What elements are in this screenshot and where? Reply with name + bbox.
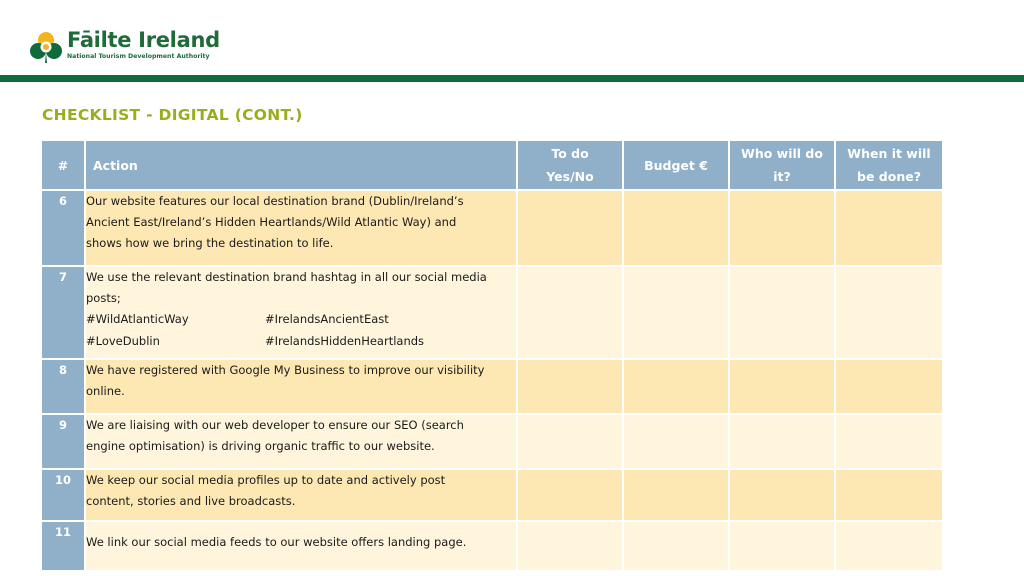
column-header-action: Action	[85, 140, 517, 190]
hashtag: #LoveDublin	[86, 333, 160, 348]
when-cell[interactable]	[835, 266, 943, 359]
column-header-who-line2: it?	[773, 169, 791, 184]
row-number: 10	[41, 469, 85, 521]
action-line: engine optimisation) is driving organic traffic to our website.	[86, 439, 435, 454]
header-divider	[0, 75, 1024, 82]
column-header-todo	[517, 140, 623, 190]
action-line: We link our social media feeds to our website offers landing page.	[86, 535, 467, 549]
row-number: 8	[41, 359, 85, 414]
who-cell[interactable]	[729, 359, 835, 414]
when-cell[interactable]	[835, 469, 943, 521]
action-line: online.	[86, 384, 125, 399]
budget-cell[interactable]	[623, 414, 729, 469]
action-line: Ancient East/Ireland’s Hidden Heartlands/Wild Atlantic Way) and	[86, 215, 457, 230]
when-cell[interactable]	[835, 521, 943, 571]
table-row	[41, 414, 943, 469]
action-line: We keep our social media profiles up to date and actively post	[86, 473, 446, 487]
budget-cell[interactable]	[623, 190, 729, 266]
action-text	[85, 414, 517, 469]
checklist-table	[40, 139, 944, 572]
action-line: We use the relevant destination brand hashtag in all our social media	[86, 270, 487, 284]
row-number: 9	[41, 414, 85, 469]
table-row	[41, 469, 943, 521]
column-header-todo-line1: To do	[551, 146, 589, 161]
column-header-when	[835, 140, 943, 190]
table-header-row	[41, 140, 943, 190]
who-cell[interactable]	[729, 190, 835, 266]
who-cell[interactable]	[729, 521, 835, 571]
table-row	[41, 266, 943, 359]
todo-cell[interactable]	[517, 469, 623, 521]
action-line: We are liaising with our web developer to ensure our SEO (search	[86, 418, 464, 432]
who-cell[interactable]	[729, 469, 835, 521]
hashtag: #WildAtlanticWay	[86, 312, 189, 327]
budget-cell[interactable]	[623, 521, 729, 571]
table-row	[41, 359, 943, 414]
action-line: We have registered with Google My Business to improve our visibility	[86, 363, 485, 377]
table-row	[41, 521, 943, 571]
column-header-who	[729, 140, 835, 190]
action-text	[85, 469, 517, 521]
when-cell[interactable]	[835, 414, 943, 469]
who-cell[interactable]	[729, 266, 835, 359]
action-text	[85, 521, 517, 571]
todo-cell[interactable]	[517, 521, 623, 571]
brand-tagline: National Tourism Development Authority	[67, 53, 210, 60]
row-number: 6	[41, 190, 85, 266]
row-number: 7	[41, 266, 85, 359]
action-text	[85, 266, 517, 359]
hashtag: #IrelandsHiddenHeartlands	[265, 333, 425, 348]
column-header-number: #	[41, 140, 85, 190]
budget-cell[interactable]	[623, 469, 729, 521]
action-line: Our website features our local destination brand (Dublin/Ireland’s	[86, 194, 464, 208]
column-header-when-line2: be done?	[857, 169, 921, 184]
row-number: 11	[41, 521, 85, 571]
todo-cell[interactable]	[517, 266, 623, 359]
action-line: posts;	[86, 291, 121, 306]
when-cell[interactable]	[835, 190, 943, 266]
action-text	[85, 190, 517, 266]
when-cell[interactable]	[835, 359, 943, 414]
budget-cell[interactable]	[623, 266, 729, 359]
todo-cell[interactable]	[517, 359, 623, 414]
hashtag-row	[86, 309, 516, 330]
who-cell[interactable]	[729, 414, 835, 469]
action-text	[85, 359, 517, 414]
brand-logo	[30, 28, 220, 64]
todo-cell[interactable]	[517, 414, 623, 469]
hashtag: #IrelandsAncientEast	[265, 312, 389, 327]
shamrock-logo-icon	[30, 30, 62, 64]
todo-cell[interactable]	[517, 190, 623, 266]
budget-cell[interactable]	[623, 359, 729, 414]
page-title: CHECKLIST - DIGITAL (CONT.)	[42, 106, 303, 124]
hashtag-row	[86, 331, 516, 352]
column-header-todo-line2: Yes/No	[546, 169, 594, 184]
action-line: shows how we bring the destination to life.	[86, 236, 334, 251]
column-header-when-line1: When it will	[847, 146, 931, 161]
brand-name: Fāilte Ireland	[67, 28, 220, 52]
action-line: content, stories and live broadcasts.	[86, 494, 296, 509]
column-header-who-line1: Who will do	[741, 146, 823, 161]
column-header-budget: Budget €	[623, 140, 729, 190]
table-row	[41, 190, 943, 266]
